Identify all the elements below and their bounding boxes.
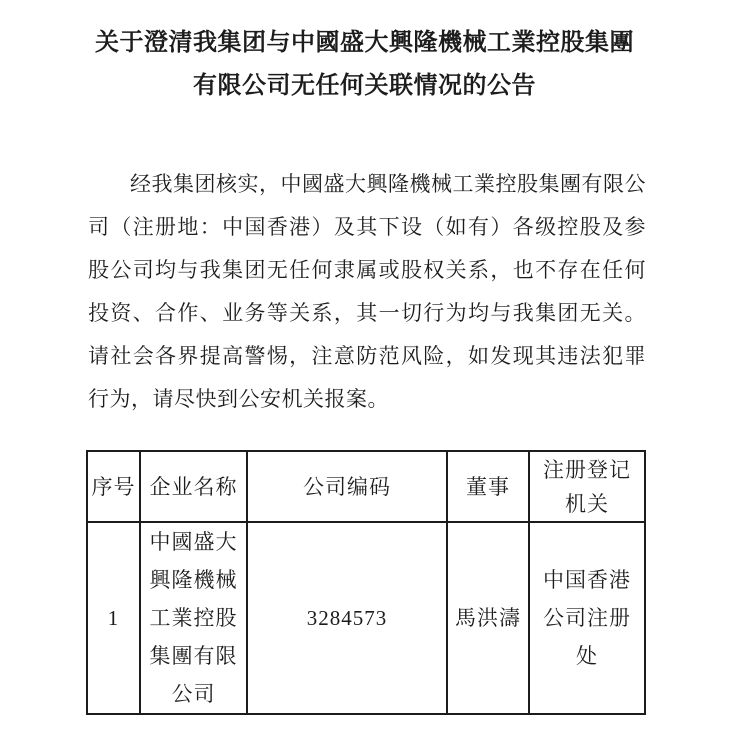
companies-table — [86, 450, 646, 715]
cell-director: 馬洪濤 — [447, 522, 529, 714]
title-line-1: 关于澄清我集团与中國盛大興隆機械工業控股集團 — [95, 30, 634, 56]
body-paragraph: 经我集团核实，中國盛大興隆機械工業控股集團有限公司（注册地：中国香港）及其下设（如有）各级控股及参股公司均与我集团无任何隶属或股权关系，也不存在任何投资、合作、业务等关系，其一切行为均与我集团无关。请社会各界提高警惕，注意防范风险，如发现其违法犯罪行为，请尽快到公安机关报案。 — [88, 172, 646, 411]
header-serial-number: 序号 — [87, 451, 140, 522]
cell-registration-authority-text: 中国香港公司注册处 — [543, 568, 631, 668]
header-company-name: 企业名称 — [140, 451, 247, 522]
cell-company-name — [140, 522, 247, 714]
document-title — [0, 22, 729, 108]
header-company-code: 公司编码 — [247, 451, 447, 522]
cell-company-code: 3284573 — [247, 522, 447, 714]
table-row — [87, 522, 645, 714]
table-header-row — [87, 451, 645, 522]
cell-company-name-text: 中國盛大興隆機械工業控股集團有限公司 — [149, 530, 238, 706]
cell-serial-number: 1 — [87, 522, 140, 714]
header-director: 董事 — [447, 451, 529, 522]
header-registration-authority — [529, 451, 645, 522]
cell-registration-authority — [529, 522, 645, 714]
header-registration-authority-text: 注册登记机关 — [543, 457, 631, 516]
title-line-2: 有限公司无任何关联情况的公告 — [193, 73, 536, 99]
